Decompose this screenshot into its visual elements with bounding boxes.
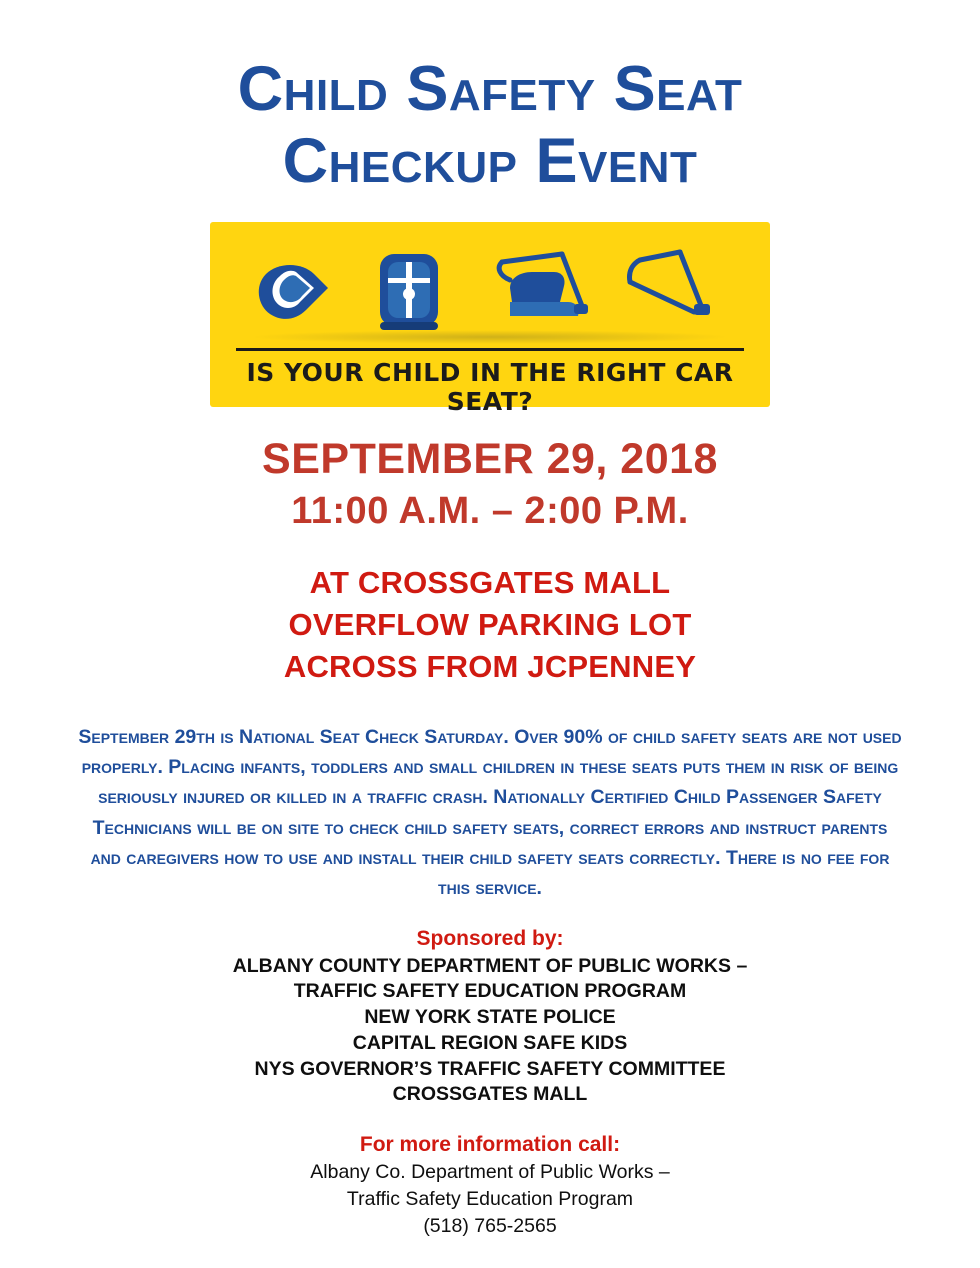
title-line-1: Child Safety Seat xyxy=(237,54,743,124)
banner-text: IS YOUR CHILD IN THE RIGHT CAR SEAT? xyxy=(246,358,734,417)
location-line-3: ACROSS FROM JCPENNEY xyxy=(283,649,697,685)
contact-section xyxy=(0,1130,980,1240)
sponsor-item: NEW YORK STATE POLICE xyxy=(364,1006,616,1029)
booster-seat-icon xyxy=(499,254,588,316)
event-date: SEPTEMBER 29, 2018 xyxy=(262,435,718,484)
event-datetime xyxy=(0,433,980,536)
infant-car-seat-icon xyxy=(259,265,328,319)
sponsor-item: CAPITAL REGION SAFE KIDS xyxy=(352,1031,628,1054)
sponsor-item: CROSSGATES MALL xyxy=(392,1083,588,1106)
sponsors-section xyxy=(0,925,980,1108)
banner-ground-shadow xyxy=(250,330,730,344)
sponsor-item: NYS GOVERNOR’S TRAFFIC SAFETY COMMITTEE xyxy=(254,1057,726,1080)
contact-phone: (518) 765-2565 xyxy=(423,1215,557,1238)
title-line-2: Checkup Event xyxy=(282,126,698,197)
banner-divider xyxy=(236,348,744,351)
convertible-car-seat-icon xyxy=(380,254,438,330)
event-time: 11:00 A.M. – 2:00 P.M. xyxy=(291,490,689,533)
seat-belt-icon xyxy=(629,252,710,315)
location-line-2: OVERFLOW PARKING LOT xyxy=(288,607,692,643)
location-line-1: AT CROSSGATES MALL xyxy=(309,565,671,601)
page-title xyxy=(0,0,980,197)
car-seat-banner xyxy=(210,222,770,417)
banner-container xyxy=(0,222,980,417)
sponsor-item: TRAFFIC SAFETY EDUCATION PROGRAM xyxy=(293,980,687,1003)
sponsor-item: ALBANY COUNTY DEPARTMENT OF PUBLIC WORKS – xyxy=(232,954,748,977)
contact-heading: For more information call: xyxy=(359,1133,621,1157)
contact-line-2: Traffic Safety Education Program xyxy=(346,1188,634,1211)
contact-line-1: Albany Co. Department of Public Works – xyxy=(310,1161,670,1184)
event-location xyxy=(0,562,980,688)
event-description: September 29th is National Seat Check Saturday. Over 90% of child safety seats are not used properly. Placing infants, toddlers and small children in these seats puts them in risk of being seriously injured or killed in a traffic crash. Nationally Certified Child Passenger Safety Technicians will be on site to check child safety seats, correct errors and instruct parents and caregivers how to use and install their child safety seats correctly. There is no fee for this service. xyxy=(78,725,902,900)
sponsors-heading: Sponsored by: xyxy=(416,927,564,951)
